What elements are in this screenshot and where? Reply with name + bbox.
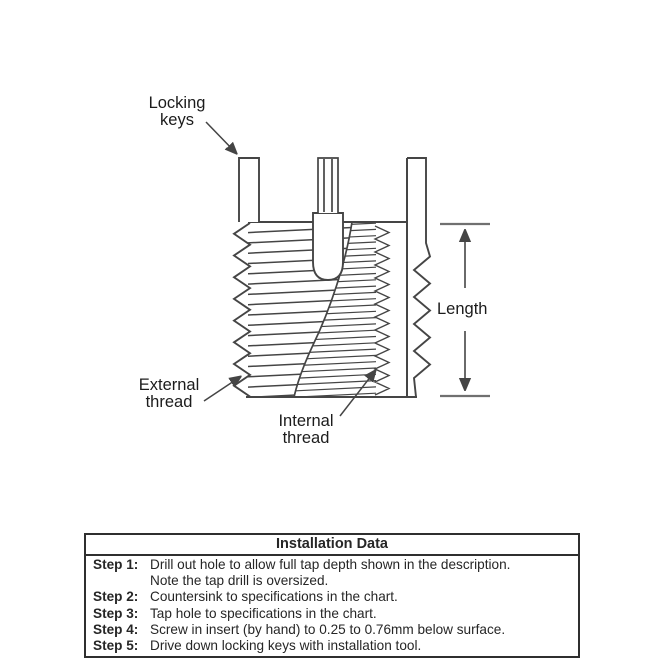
step-text-line: Tap hole to specifications in the chart.: [150, 605, 377, 621]
step-label: Step 3:: [93, 605, 139, 621]
step-label: Step 1:: [93, 557, 139, 572]
label-internal-thread: [268, 413, 344, 447]
step-text: [143, 557, 578, 589]
table-row-step-5: [86, 638, 578, 654]
installation-data-table: [84, 533, 580, 658]
right-locking-key-and-thread-profile: [407, 158, 430, 397]
label-locking-keys-line2: keys: [160, 111, 194, 129]
table-row-step-1: [86, 557, 578, 589]
label-internal-thread-line2: thread: [282, 429, 330, 447]
label-locking-keys: [137, 95, 217, 129]
label-locking-keys-line1: Locking: [148, 94, 206, 112]
table-body: [86, 556, 578, 656]
label-external-thread-line1: External: [138, 376, 200, 394]
step-text: [143, 589, 578, 605]
table-row-step-2: [86, 589, 578, 605]
table-row-step-3: [86, 606, 578, 622]
step-label: Step 2:: [93, 589, 139, 605]
leader-arrow-external-thread: [204, 377, 240, 401]
center-locking-key: [318, 158, 338, 213]
left-locking-key: [239, 158, 259, 222]
step-text-line: Screw in insert (by hand) to 0.25 to 0.76mm below surface.: [150, 621, 506, 637]
table-row-step-4: [86, 622, 578, 638]
step-text-line: Drive down locking keys with installation tool.: [150, 638, 422, 654]
step-text: [143, 622, 578, 638]
table-title: Installation Data: [86, 535, 578, 556]
step-text-line: Drill out hole to allow full tap depth shown in the description.: [150, 557, 511, 572]
step-text-line: Countersink to specifications in the chart.: [150, 589, 398, 605]
step-label: Step 5:: [93, 638, 139, 654]
step-text-line: Note the tap drill is oversized.: [150, 573, 329, 589]
label-length: Length: [437, 300, 488, 318]
external-thread-profile-left: [234, 223, 250, 397]
step-text: [143, 638, 578, 654]
label-external-thread: [131, 377, 207, 411]
step-text: [143, 606, 578, 622]
label-external-thread-line2: thread: [145, 393, 193, 411]
label-internal-thread-line1: Internal: [278, 412, 334, 430]
internal-thread-profile: [375, 226, 389, 395]
step-label: Step 4:: [93, 621, 139, 637]
center-key-capsule: [313, 213, 343, 280]
